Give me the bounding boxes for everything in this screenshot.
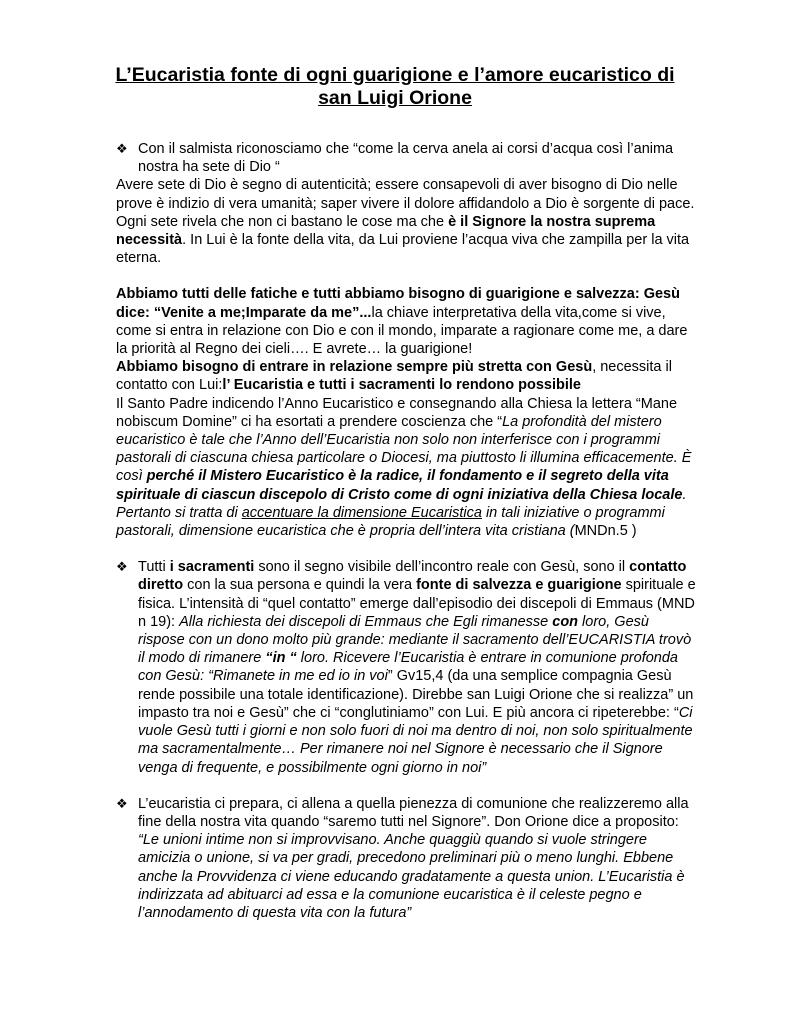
italic-text: La profondità del mistero eucaristico è tale che l’Anno dell’Eucaristia non solo non interferisce con i programmi pastorali di ciascuna chiesa particolare o Diocesi, ma piuttosto li illumina efficacemente. È così <box>116 413 692 485</box>
paragraph-relazione <box>116 358 696 394</box>
text-run: ” Gv15,4 (da una semplice compagnia Gesù rende possibile una totale identificazione). Direbbe san Luigi Orione che si realizza” un impasto tra noi e Gesù” che ci “conglutiniamo” con Lui. E più ancora ci ripeterebbe: “ <box>138 668 694 721</box>
text-run: , necessita il contatto con Lui: <box>116 359 672 394</box>
document-body <box>116 140 696 922</box>
italic-text: “Le unioni intime non si improvvisano. Anche quaggiù quando si vuole stringere amicizia o unione, si va per gradi, precedono preliminari più o meno lunghi. Ebbene anche la Provvidenza ci viene educando gradatamente a questa union. L’Eucaristia è indirizzata ad abituarci ad essa e la comunione eucaristica è il celeste pegno e l’annodamento di questa vita con la futura” <box>138 832 685 921</box>
italic-text: in tali iniziative o programmi pastorali, dimensione eucaristica che è propria dell’intera vita cristiana ( <box>116 504 665 540</box>
underlined-italic-text: accentuare la dimensione Eucaristica <box>241 504 482 521</box>
paragraph-fatiche <box>116 285 696 358</box>
italic-text: loro. Ricevere l’Eucaristia è entrare in comunione profonda con Gesù: “Rimanete in me ed io in voi <box>138 650 678 685</box>
paragraph-ogni-sete <box>116 213 696 268</box>
diamond-bullet-icon: ❖ <box>116 559 128 575</box>
text-run: Il Santo Padre indicendo l’Anno Eucaristico e consegnando alla Chiesa la lettera “Mane nobiscum Domine” ci ha esortati a prendere coscienza che “ <box>116 395 678 430</box>
bold-italic-text: perché il Mistero Eucaristico è la radice, il fondamento e il segreto della vita spirituale di ciascun discepolo di Cristo come di ogni iniziativa della Chiesa locale <box>116 468 683 503</box>
document-title: L’Eucaristia fonte di ogni guarigione e l’amore eucaristico di san Luigi Orione <box>115 64 675 109</box>
bold-italic-text: con <box>552 613 579 630</box>
paragraph-sete-di-dio: Avere sete di Dio è segno di autenticità; essere consapevoli di aver bisogno di Dio nelle prove è indizio di vera umanità; saper vivere il dolore affidandolo a Dio è sorgente di pace. <box>116 177 695 212</box>
paragraph-eucaristia-prepara <box>116 795 696 922</box>
paragraph-spacer <box>116 540 696 558</box>
text-run: spirituale e fisica. L’intensità di “quel contatto” emerge dall’episodio dei discepoli di Emmaus (MND n 19): <box>138 577 696 630</box>
paragraph-spacer <box>116 267 696 285</box>
paragraph-spacer <box>116 777 696 795</box>
paragraph-sacramenti <box>116 558 696 776</box>
text-run: Tutti <box>138 559 170 576</box>
paragraph-santo-padre <box>116 395 696 541</box>
italic-text: Alla richiesta dei discepoli di Emmaus che Egli rimanesse <box>179 613 553 630</box>
diamond-bullet-icon: ❖ <box>116 795 128 811</box>
bold-text: Abbiamo bisogno di entrare in relazione sempre più stretta con Gesù <box>116 359 593 376</box>
text-run: Ogni sete rivela che non ci bastano le cose ma che <box>116 213 449 230</box>
text-run: . In Lui è la fonte della vita, da Lui proviene l’acqua viva che zampilla per la vita eterna. <box>116 232 690 267</box>
text-run: sono il segno visibile dell’incontro reale con Gesù, sono il <box>254 559 630 576</box>
bold-italic-text: “in “ <box>265 650 297 667</box>
bold-text: contatto diretto <box>138 559 687 594</box>
bold-text: l’ Eucaristia e tutti i sacramenti lo rendono possibile <box>222 377 581 394</box>
text-run: la chiave interpretativa della vita,come si vive, come si entra in relazione con Dio e con il mondo, imparate a ragionare come me, a dare la priorità al Regno dei cieli…. E avrete… la guarigione! <box>116 304 688 358</box>
italic-text: Ci vuole Gesù tutti i giorni e non solo fuori di noi ma dentro di noi, non solo spiritualmente ma sacramentalmente… Per rimanere noi nel Signore è necessario che il Signore venga di frequente, e possibilmente ogni giorno in noi” <box>138 704 693 776</box>
text-run: con la sua persona e quindi la vera <box>183 577 417 594</box>
bold-text: Abbiamo tutti delle fatiche e tutti abbiamo bisogno di guarigione e salvezza: Gesù dice: “Venite a me;Imparate da me”... <box>116 286 680 321</box>
bold-text: fonte di salvezza e guarigione <box>416 577 622 594</box>
italic-text: . Pertanto si tratta di <box>116 486 687 521</box>
diamond-bullet-icon: ❖ <box>116 141 128 156</box>
text-run: L’eucaristia ci prepara, ci allena a quella pienezza di comunione che realizzeremo alla fine della nostra vita quando “saremo tutti nel Signore”. Don Orione dice a proposito: <box>138 795 689 830</box>
italic-text: loro, Gesù rispose con un dono molto più grande: mediante il sacramento dell’EUCARISTIA trovò il modo di rimanere <box>138 613 692 667</box>
paragraph-salmista <box>116 140 696 176</box>
bold-text: i sacramenti <box>169 559 255 576</box>
paragraph-text: Con il salmista riconosciamo che “come la cerva anela ai corsi d’acqua così l’anima nostra ha sete di Dio “ <box>138 141 674 176</box>
bold-text: è il Signore la nostra suprema necessità <box>116 213 656 249</box>
text-run: MNDn.5 ) <box>574 523 637 540</box>
